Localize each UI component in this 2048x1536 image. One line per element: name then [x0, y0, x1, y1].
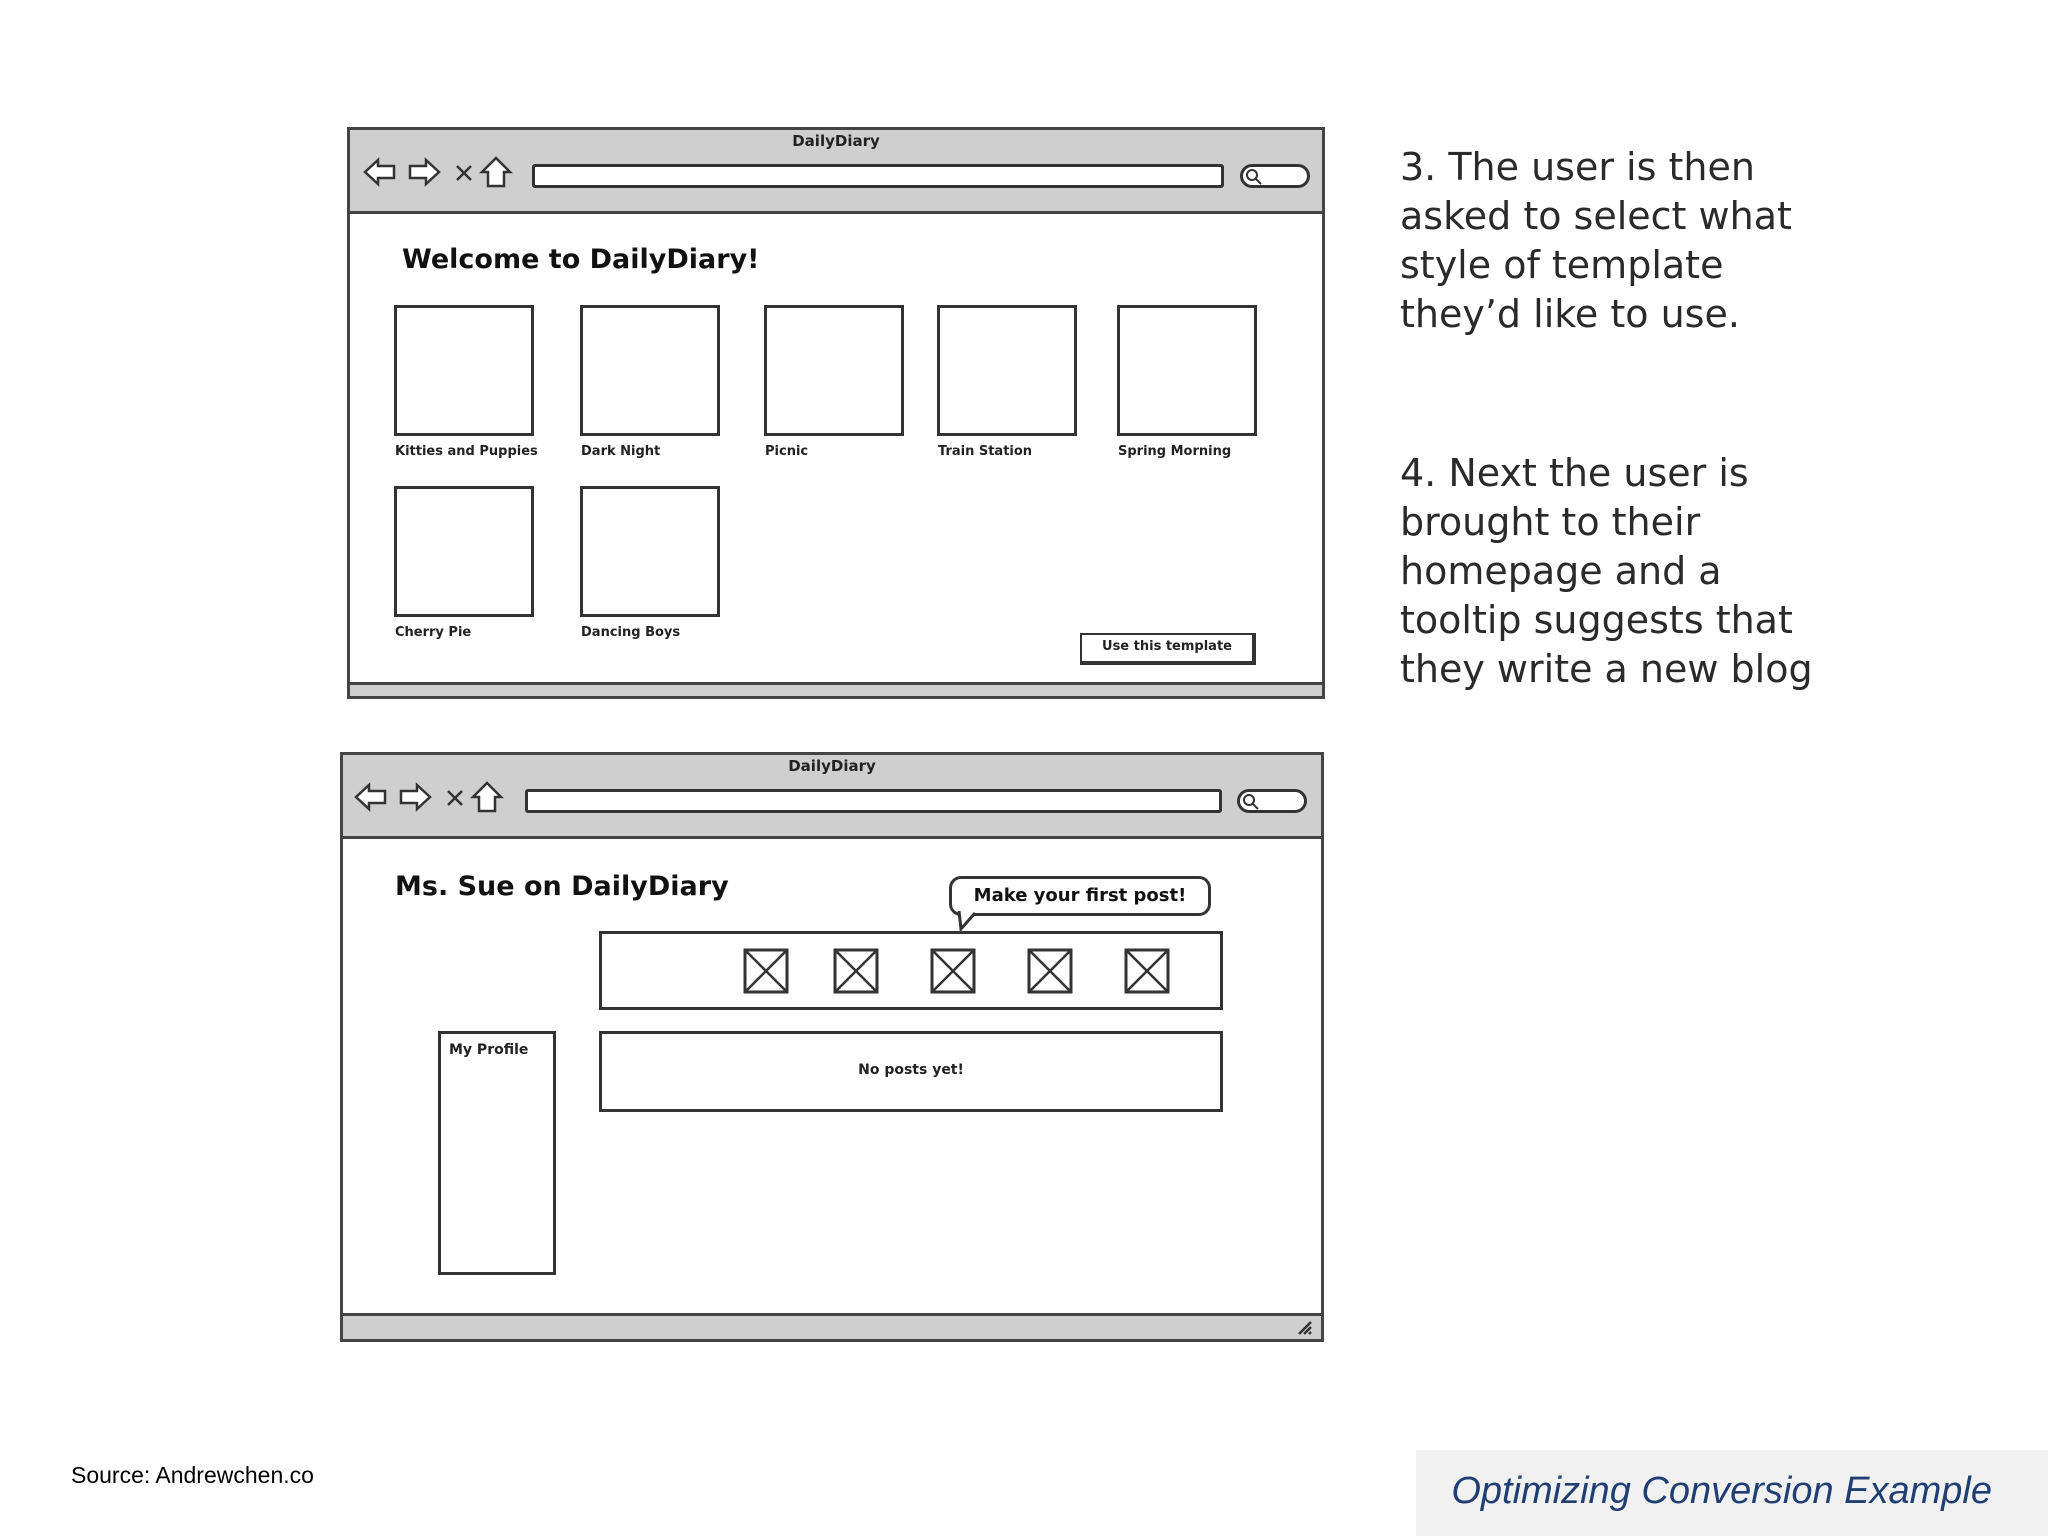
template-thumbnail[interactable]: [764, 305, 904, 436]
profile-label: My Profile: [449, 1042, 529, 1058]
tooltip-text: Make your first post!: [973, 885, 1187, 906]
forward-arrow-icon[interactable]: [406, 154, 442, 190]
source-credit: Source: Andrewchen.co: [71, 1462, 314, 1488]
search-field[interactable]: [1240, 164, 1310, 188]
footer-banner: [1416, 1450, 2048, 1536]
template-image-strip: [599, 931, 1223, 1010]
address-bar[interactable]: [532, 164, 1224, 188]
template-thumbnail[interactable]: [580, 486, 720, 617]
template-thumbnail[interactable]: [394, 305, 534, 436]
posts-panel: [599, 1031, 1223, 1112]
image-placeholder-icon[interactable]: [930, 948, 976, 994]
template-thumbnail[interactable]: [1117, 305, 1257, 436]
back-arrow-icon[interactable]: [353, 779, 389, 815]
browser-window-template-select: [347, 127, 1325, 699]
use-template-button[interactable]: Use this template: [1080, 633, 1256, 665]
template-label: Dancing Boys: [581, 625, 681, 640]
image-placeholder-icon[interactable]: [833, 948, 879, 994]
empty-posts-message: No posts yet!: [858, 1062, 964, 1078]
home-icon[interactable]: [469, 779, 505, 815]
window-title: DailyDiary: [792, 132, 880, 150]
tooltip-bubble[interactable]: [949, 876, 1211, 916]
template-label: Train Station: [938, 444, 1033, 459]
step-3-description: 3. The user is then asked to select what style of template they’d like to use.: [1400, 145, 1792, 336]
search-field[interactable]: [1237, 789, 1307, 813]
step-4-description: 4. Next the user is brought to their homepage and a tooltip suggests that they write a new blog: [1400, 451, 1813, 691]
browser-titlebar: [350, 130, 1322, 214]
template-label: Dark Night: [581, 444, 661, 459]
home-icon[interactable]: [478, 154, 514, 190]
tooltip-pointer: [953, 911, 983, 933]
back-arrow-icon[interactable]: [362, 154, 398, 190]
browser-window-homepage: [340, 752, 1324, 1342]
search-icon: [1242, 793, 1260, 811]
page-heading: Ms. Sue on DailyDiary: [395, 871, 729, 902]
resize-grip-icon[interactable]: [1295, 1318, 1315, 1336]
address-bar[interactable]: [525, 789, 1222, 813]
image-placeholder-icon[interactable]: [1027, 948, 1073, 994]
window-title: DailyDiary: [788, 757, 876, 775]
browser-statusbar: [343, 1313, 1321, 1339]
browser-statusbar: [350, 682, 1322, 696]
template-thumbnail[interactable]: [937, 305, 1077, 436]
template-thumbnail[interactable]: [394, 486, 534, 617]
template-label: Picnic: [765, 444, 809, 459]
browser-titlebar: [343, 755, 1321, 839]
forward-arrow-icon[interactable]: [397, 779, 433, 815]
slide-title: Optimizing Conversion Example: [1451, 1470, 1992, 1512]
search-icon: [1245, 168, 1263, 186]
template-label: Cherry Pie: [395, 625, 472, 640]
image-placeholder-icon[interactable]: [1124, 948, 1170, 994]
page-heading: Welcome to DailyDiary!: [402, 244, 760, 275]
close-x-icon[interactable]: [437, 779, 473, 815]
close-x-icon[interactable]: [446, 154, 482, 190]
image-placeholder-icon[interactable]: [743, 948, 789, 994]
template-label: Kitties and Puppies: [395, 444, 538, 459]
profile-sidebar[interactable]: [438, 1031, 556, 1275]
template-thumbnail[interactable]: [580, 305, 720, 436]
template-label: Spring Morning: [1118, 444, 1232, 459]
